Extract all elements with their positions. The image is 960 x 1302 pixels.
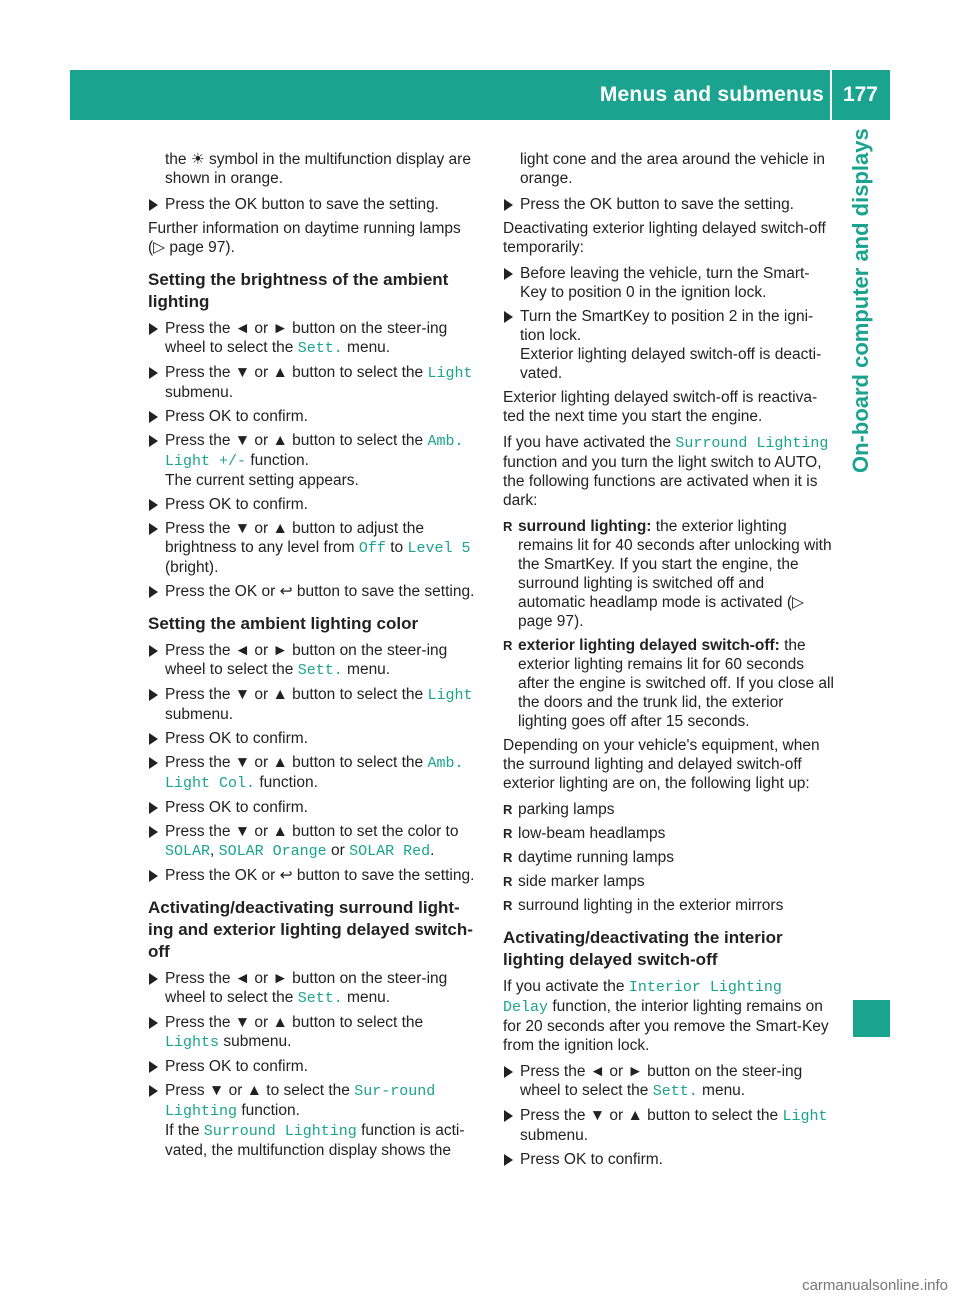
step: Press the ▼ or ▲ button to select the Amb. Light +/- function. The current setting appears. [148, 431, 480, 490]
list-item: R daytime running lamps [503, 848, 835, 867]
paragraph: Deactivating exterior lighting delayed switch-off temporarily: [503, 220, 826, 256]
list-item: R surround lighting: the exterior lighting remains lit for 40 seconds after unlocking with the SmartKey. If you start the engine, the surround lighting is switched off and automatic headlamp mode is activated (▷ page 97). [503, 517, 835, 631]
step: Press the ◄ or ► button on the steer-ing wheel to select the Sett. menu. [503, 1062, 835, 1101]
side-label: On-board computer and displays [848, 128, 873, 473]
step: Press OK to confirm. [148, 729, 480, 748]
page-number: 177 [842, 83, 878, 106]
step: Press the ▼ or ▲ button to set the color to SOLAR, SOLAR Orange or SOLAR Red. [148, 822, 480, 861]
step: Press OK to confirm. [148, 495, 480, 514]
heading: Activating/deactivating the interior lighting delayed switch-off [503, 928, 783, 969]
step: Press the ◄ or ► button on the steer-ing wheel to select the Sett. menu. [148, 319, 480, 358]
list-item: R exterior lighting delayed switch-off: the exterior lighting remains lit for 60 seconds after the engine is switched off. If you close all the doors and the trunk lid, the exterior lighting goes off after 15 seconds. [503, 636, 835, 731]
intro-text: the ☀ symbol in the multifunction display are shown in orange. [165, 151, 471, 187]
step: Press the OK or ↩ button to save the setting. [148, 582, 480, 601]
step: Press OK to confirm. [148, 407, 480, 426]
step: Press OK to confirm. [503, 1150, 835, 1169]
paragraph: If you activate the Interior Lighting Delay function, the interior lighting remains on for 20 seconds after you remove the Smart-Key from the ignition lock. [503, 978, 829, 1054]
list-item: R surround lighting in the exterior mirrors [503, 896, 835, 915]
list-item: R side marker lamps [503, 872, 835, 891]
watermark: carmanualsonline.info [802, 1277, 948, 1294]
step: Press OK to confirm. [148, 798, 480, 817]
right-column [503, 150, 835, 1174]
step: Press the OK button to save the setting. [503, 195, 835, 214]
step: Press ▼ or ▲ to select the Sur-round Lighting function. If the Surround Lighting function is acti-vated, the multifunction display shows the [148, 1081, 480, 1160]
heading: Activating/deactivating surround light-ing and exterior lighting delayed switch-off [148, 898, 473, 961]
step: Press the OK or ↩ button to save the setting. [148, 866, 480, 885]
section-title: Menus and submenus [599, 83, 824, 106]
side-marker [853, 1000, 890, 1037]
paragraph: light cone and the area around the vehicle in orange. [520, 151, 826, 187]
step: Press the ▼ or ▲ button to adjust the brightness to any level from Off to Level 5 (bright). [148, 519, 480, 577]
step: Press the ◄ or ► button on the steer-ing wheel to select the Sett. menu. [148, 969, 480, 1008]
paragraph: Depending on your vehicle's equipment, when the surround lighting and delayed switch-off exterior lighting are on, the following light up: [503, 737, 820, 792]
step: Turn the SmartKey to position 2 in the igni-tion lock. Exterior lighting delayed switch-off is deacti-vated. [503, 307, 835, 383]
paragraph: Further information on daytime running lamps (▷ page 97). [148, 220, 461, 256]
paragraph: Exterior lighting delayed switch-off is reactiva-ted the next time you start the engine. [503, 389, 818, 425]
step: Press the ▼ or ▲ button to select the Light submenu. [148, 685, 480, 724]
heading: Setting the brightness of the ambient lighting [148, 270, 449, 311]
step: Press the ▼ or ▲ button to select the Lights submenu. [148, 1013, 480, 1052]
step: Press the ▼ or ▲ button to select the Amb. Light Col. function. [148, 753, 480, 793]
step: Press the ▼ or ▲ button to select the Light submenu. [148, 363, 480, 402]
list-item: R parking lamps [503, 800, 835, 819]
list-item: R low-beam headlamps [503, 824, 835, 843]
step: Press OK to confirm. [148, 1057, 480, 1076]
step: Press the ▼ or ▲ button to select the Light submenu. [503, 1106, 835, 1145]
paragraph: If you have activated the Surround Lighting function and you turn the light switch to AUTO, the following functions are activated when it is dark: [503, 434, 829, 509]
step: Press the OK button to save the setting. [148, 195, 480, 214]
header-bar [70, 70, 890, 120]
left-column [148, 150, 480, 1165]
header-divider [830, 70, 832, 120]
step: Press the ◄ or ► button on the steer-ing wheel to select the Sett. menu. [148, 641, 480, 680]
heading: Setting the ambient lighting color [148, 614, 419, 633]
step: Before leaving the vehicle, turn the Smart-Key to position 0 in the ignition lock. [503, 264, 835, 302]
